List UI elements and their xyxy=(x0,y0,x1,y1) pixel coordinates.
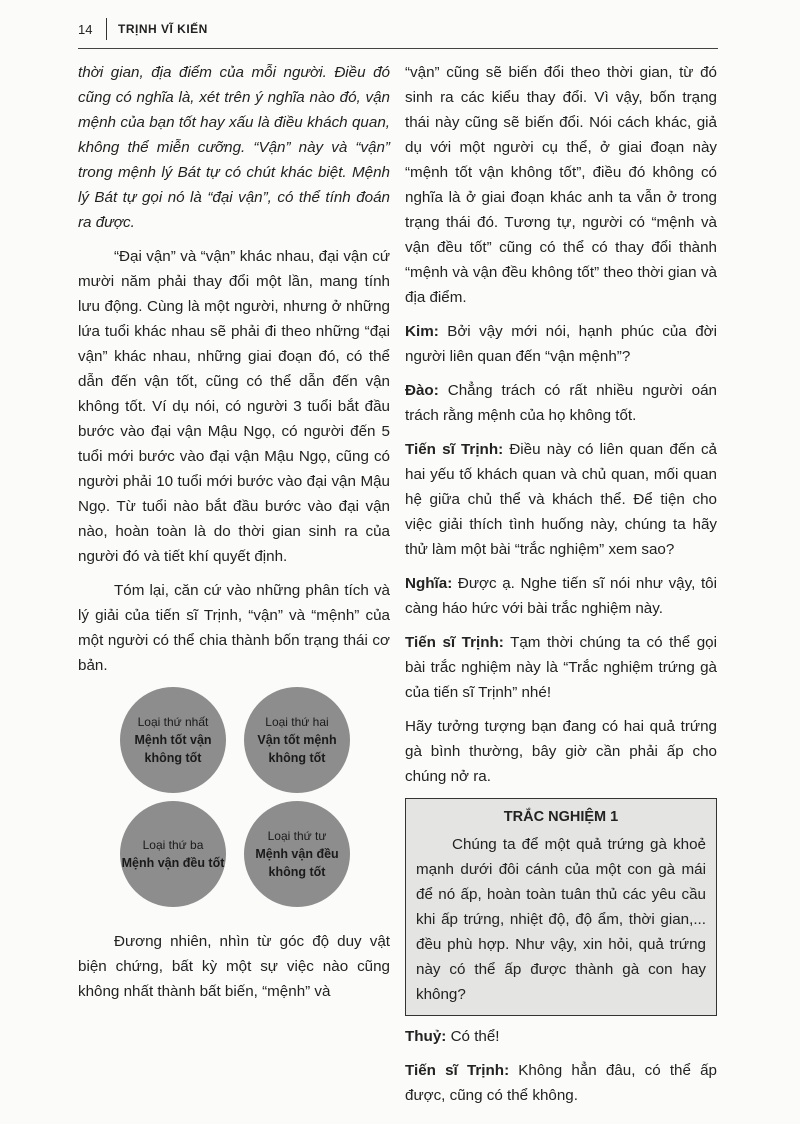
dialogue-text: Có thể! xyxy=(446,1028,500,1045)
paragraph: “vận” cũng sẽ biến đổi theo thời gian, từ đó sinh ra các kiểu thay đổi. Vì vậy, bốn trạng thái này cũng sẽ biến đổi. Nói cách khác, giả dụ với một người cụ thể, ở giai đoạn này “mệnh tốt vận không tốt”, điều đó không có nghĩa là ở giai đoạn khác anh ta vẫn ở trong trạng thái đó. Tương tự, người có “mệnh và vận đều tốt” cũng có thể có thay đổi thành “mệnh và vận đều không tốt” theo thời gian và địa điểm. xyxy=(405,64,717,306)
header-divider xyxy=(106,18,107,40)
quiz-title: TRẮC NGHIỆM 1 xyxy=(503,809,619,825)
speaker-name: Đào: xyxy=(405,382,439,399)
state-circle xyxy=(244,687,350,793)
paragraph: Tóm lại, căn cứ vào những phân tích và lý giải của tiến sĩ Trịnh, “vận” và “mệnh” của một người có thể chia thành bốn trạng thái cơ bản. xyxy=(78,582,390,674)
state-text: Vận tốt mệnh không tốt xyxy=(257,733,337,765)
dialogue-text: Không hẳn đâu, có thể ấp được, cũng có thể không. xyxy=(405,1062,718,1104)
state-text: Mệnh tốt vận không tốt xyxy=(134,733,212,765)
dialogue-line xyxy=(405,1024,717,1049)
speaker-name: Tiến sĩ Trịnh: xyxy=(405,634,504,651)
state-circle xyxy=(244,801,350,907)
dialogue-text: Chẳng trách có rất nhiều người oán trách rằng mệnh của họ không tốt. xyxy=(405,382,717,424)
dialogue-text: Tạm thời chúng ta có thể gọi bài trắc nghiệm này là “Trắc nghiệm trứng gà của tiến sĩ Trịnh” nhé! xyxy=(405,634,717,701)
paragraph: thời gian, địa điểm của mỗi người. Điều đó cũng có nghĩa là, xét trên ý nghĩa nào đó, vận mệnh của bạn tốt hay xấu là điều khách quan, không thể miễn cưỡng. “Vận” này và “vận” trong mệnh lý Bát tự có chút khác biệt. Mệnh lý Bát tự gọi nó là “đại vận”, có thể tính đoán ra được. xyxy=(78,64,390,231)
paragraph: Hãy tưởng tượng bạn đang có hai quả trứng gà bình thường, bây giờ cần phải ấp cho chúng nở ra. xyxy=(405,718,717,785)
dialogue-line xyxy=(405,1058,717,1108)
speaker-name: Thuỷ: xyxy=(405,1028,447,1045)
dialogue-line xyxy=(405,571,717,621)
dialogue-text: Điều này có liên quan đến cả hai yếu tố khách quan và chủ quan, mối quan hệ giữa chủ thể và khách thể. Để tiện cho việc giải thích tình huống này, chúng ta hãy thử làm một bài “trắc nghiệm” xem sao? xyxy=(405,441,717,558)
running-head-author: TRỊNH VĨ KIẾN xyxy=(118,22,208,36)
dialogue-text: Bởi vậy mới nói, hạnh phúc của đời người liên quan đến “vận mệnh”? xyxy=(405,323,717,365)
speaker-name: Kim: xyxy=(405,323,439,340)
page-header xyxy=(78,18,718,49)
dialogue-line xyxy=(405,378,717,428)
paragraph: “Đại vận” và “vận” khác nhau, đại vận cứ mười năm phải thay đổi một lần, mang tính lưu động. Cùng là một người, nhưng ở những lứa tuổi khác nhau sẽ phải đi theo những “đại vận” khác nhau, những giai đoạn đó, có thể dẫn đến vận tốt, cũng có thể dẫn đến vận không tốt. Ví dụ nói, có người 3 tuổi bắt đầu bước vào đại vận Mậu Ngọ, có người đến 5 tuổi mới bước vào đại vận Mậu Ngọ, cũng có người phải 10 tuổi mới bước vào đại vận Mậu Ngọ. Từ tuổi nào bắt đầu bước vào đại vận nào, hoàn toàn là do thời gian sinh ra của người đó và tiết khí quyết định. xyxy=(78,248,390,565)
quiz-box xyxy=(405,798,717,1016)
state-label: Loại thứ ba xyxy=(142,838,204,852)
dialogue-line xyxy=(405,437,717,562)
state-circle xyxy=(120,687,226,793)
state-label: Loại thứ tư xyxy=(267,829,327,843)
page-number: 14 xyxy=(78,22,93,37)
state-label: Loại thứ nhất xyxy=(137,715,209,729)
right-column xyxy=(405,60,717,1117)
dialogue-line xyxy=(405,630,717,705)
paragraph: Đương nhiên, nhìn từ góc độ duy vật biện chứng, bất kỳ một sự việc nào cũng không nhất thành bất biến, “mệnh” và xyxy=(78,933,390,1000)
four-states-diagram xyxy=(90,687,390,915)
state-label: Loại thứ hai xyxy=(265,715,329,729)
left-column xyxy=(78,60,390,1013)
state-circle xyxy=(120,801,226,907)
dialogue-line xyxy=(405,319,717,369)
state-text: Mệnh vận đều không tốt xyxy=(255,847,339,879)
speaker-name: Tiến sĩ Trịnh: xyxy=(405,441,504,458)
speaker-name: Nghĩa: xyxy=(405,575,453,592)
quiz-text: Chúng ta để một quả trứng gà khoẻ mạnh dưới đôi cánh của một con gà mái để nó ấp, hoàn toàn tuân thủ các yêu cầu khi ấp trứng, nhiệt độ, độ ẩm, thời gian,... đều phù hợp. Như vậy, xin hỏi, quả trứng này có thể ấp được thành gà con hay không? xyxy=(416,836,706,1003)
state-text: Mệnh vận đều tốt xyxy=(121,856,225,870)
speaker-name: Tiến sĩ Trịnh: xyxy=(405,1062,510,1079)
dialogue-text: Được ạ. Nghe tiến sĩ nói như vậy, tôi càng háo hức với bài trắc nghiệm này. xyxy=(405,575,717,617)
